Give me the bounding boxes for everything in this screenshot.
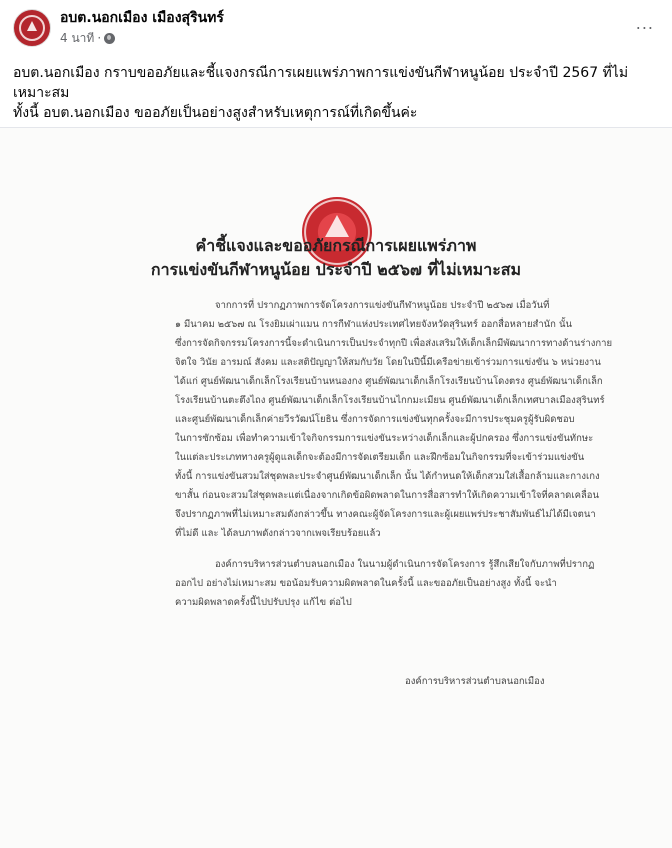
document-title: การแข่งขันกีฬาหนูน้อย ประจำปี ๒๕๖๗ ที่ไม่เหมาะสม (150, 260, 522, 279)
document-line: จากการที่ ปรากฏภาพการจัดโครงการแข่งขันกีฬาหนูน้อย ประจำปี ๒๕๖๗ เมื่อวันที่ (215, 300, 550, 311)
document-paragraph (175, 555, 595, 612)
document-line: ในแต่ละประเภททางครูผู้ดูแลเด็กจะต้องมีการจัดเตรียมเด็ก และฝึกซ้อมในกิจกรรมที่จะเข้าร่วมแข่งขัน (175, 452, 585, 463)
document-line: ในการซักซ้อม เพื่อทำความเข้าใจกิจกรรมการแข่งขันระหว่างเด็กเล็กและผู้ปกครอง ซึ่งการแข่งขันทักษะ (175, 433, 594, 444)
post-meta (60, 31, 115, 46)
caption-line: ทั้งนี้ อบต.นอกเมือง ขออภัยเป็นอย่างสูงสำหรับเหตุการณ์ที่เกิดขึ้นค่ะ (13, 105, 418, 121)
document-signature: องค์การบริหารส่วนตำบลนอกเมือง (405, 676, 545, 687)
document-line: ที่ไม่ดี และ ได้ลบภาพดังกล่าวจากเพจเรียบร้อยแล้ว (175, 528, 381, 539)
meta-separator: · (97, 31, 102, 45)
post-caption (13, 63, 653, 127)
document-line: และศูนย์พัฒนาเด็กเล็กค่ายวีรวัฒน์โยธิน ซึ่งการจัดการแข่งขันทุกครั้งจะมีการประชุมครูผู้รับผิดชอบ (175, 414, 575, 425)
document-line: ทั้งนี้ การแข่งขันสวมใส่ชุดพละประจำศูนย์พัฒนาเด็กเล็ก นั้น ได้กำหนดให้เด็กสวมใส่เสื้อกล้ามและกางเกง (175, 471, 600, 482)
document-line: โรงเรียนบ้านตะตึงไถง ศูนย์พัฒนาเด็กเล็กโรงเรียนบ้านไกกมะเมียน ศูนย์พัฒนาเด็กเล็กเทศบาลเมืองสุรินทร์ (175, 395, 605, 406)
document-line: ๑ มีนาคม ๒๕๖๗ ณ โรงยิมเผ่าแมน การกีฬาแห่งประเทศไทยจังหวัดสุรินทร์ ออกสื่อหลายสำนัก นั้น (175, 319, 572, 330)
post-photo[interactable] (0, 127, 672, 848)
document-line: ซึ่งการจัดกิจกรรมโครงการนี้จะดำเนินการเป็นประจำทุกปี เพื่อส่งเสริมให้เด็กเล็กมีพัฒนาการทางด้านร่างกาย (175, 338, 613, 349)
document-line: ออกไป อย่างไม่เหมาะสม ขอน้อมรับความผิดพลาดในครั้งนี้ และขออภัยเป็นอย่างสูง ทั้งนี้ จะนำ (175, 578, 557, 589)
globe-icon[interactable] (104, 33, 115, 44)
document-title: คำชี้แจงและขออภัยกรณีการเผยแพร่ภาพ (195, 236, 477, 255)
document-line: องค์การบริหารส่วนตำบลนอกเมือง ในนามผู้ดำเนินการจัดโครงการ รู้สึกเสียใจกับภาพที่ปรากฏ (215, 559, 595, 570)
document-line: ขาสั้น ก่อนจะสวมใส่ชุดพละแต่เนื่องจากเกิดข้อผิดพลาดในการสื่อสารทำให้เกิดความเข้าใจที่คลาดเคลื่อน (175, 490, 599, 501)
document (0, 234, 672, 691)
post-time[interactable]: 4 นาที (60, 31, 95, 45)
page-name-link[interactable]: อบต.นอกเมือง เมืองสุรินทร์ (60, 10, 224, 26)
document-paragraph (175, 296, 613, 543)
document-line: ได้แก่ ศูนย์พัฒนาเด็กเล็กโรงเรียนบ้านหนองกง ศูนย์พัฒนาเด็กเล็กโรงเรียนบ้านโดงตรง ศูนย์พัฒนาเด็กเล็ก (175, 376, 603, 387)
caption-line: อบต.นอกเมือง กราบขออภัยและชี้แจงกรณีการเผยแพร่ภาพการแข่งขันกีฬาหนูน้อย ประจำปี 2567 ที่ไม่เหมาะสม (13, 65, 629, 101)
document-line: จิตใจ วินัย อารมณ์ สังคม และสติปัญญาให้สมกับวัย โดยในปีนี้มีเครือข่ายเข้าร่วมการแข่งขัน ๖ หน่วยงาน (175, 357, 601, 368)
document-line: จึงปรากฏภาพที่ไม่เหมาะสมดังกล่าวขึ้น ทางคณะผู้จัดโครงการและผู้เผยแพร่ประชาสัมพันธ์ไม่ได้มีเจตนา (175, 509, 596, 520)
post-header (0, 0, 672, 60)
more-options-button[interactable]: ... (635, 14, 654, 33)
page-avatar[interactable] (13, 9, 51, 47)
seal-logo-icon (19, 15, 45, 41)
document-line: ความผิดพลาดครั้งนี้ไปปรับปรุง แก้ไข ต่อไป (175, 597, 352, 608)
